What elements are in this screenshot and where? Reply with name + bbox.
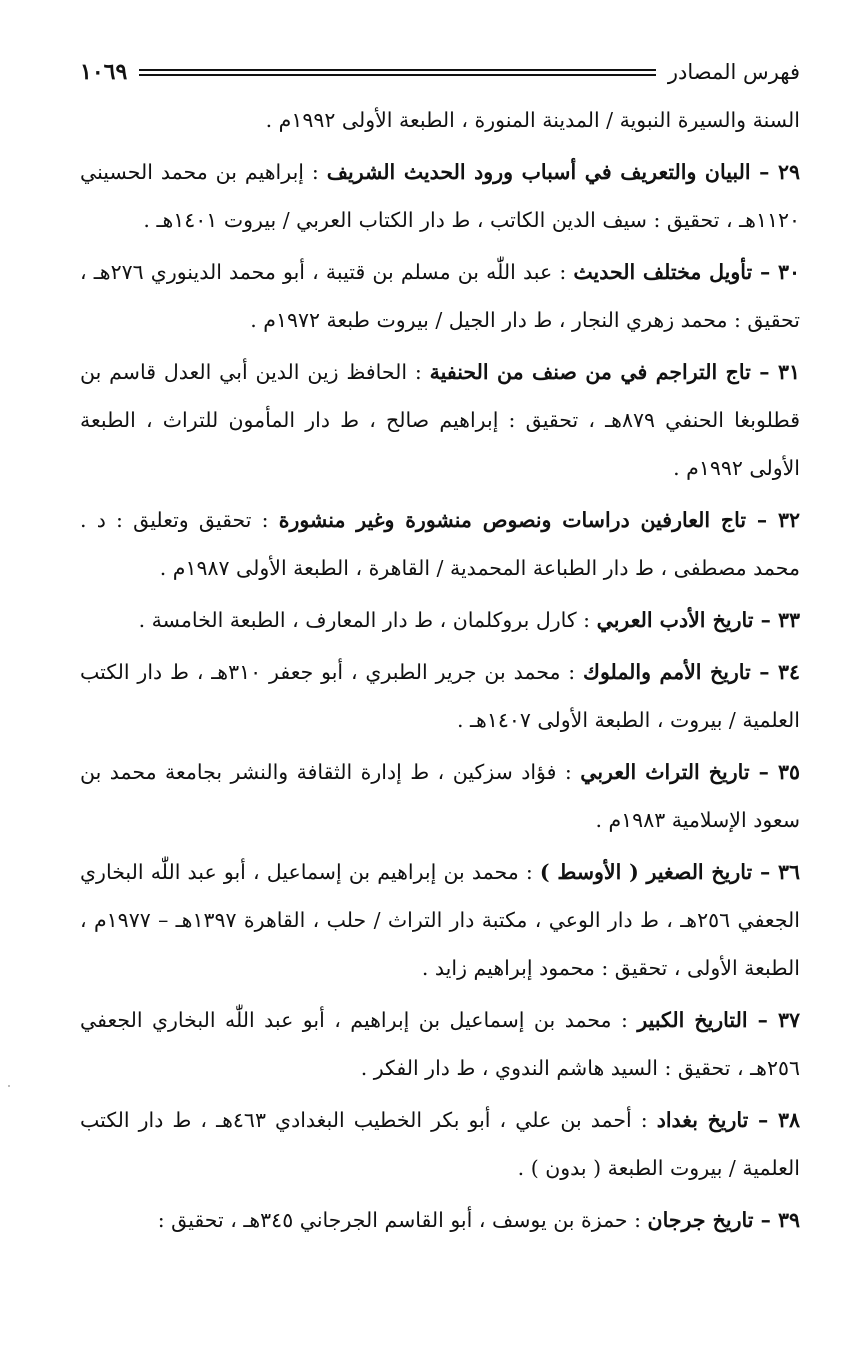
entry-number: ٣٢ – xyxy=(746,508,800,532)
entry-number: ٣١ – xyxy=(750,360,800,384)
entry-body: : تحقيق وتعليق : د . محمد مصطفى ، ط دار الطباعة المحمدية / القاهرة ، الطبعة الأولى ١٩٨٧م . xyxy=(80,508,800,580)
entry-title: التاريخ الكبير xyxy=(637,1008,748,1032)
header-title: فهرس المصادر xyxy=(667,60,800,84)
entry-number: ٣٧ – xyxy=(747,1008,800,1032)
entry-number: ٣٣ – xyxy=(753,608,800,632)
entry-number: ٣٨ – xyxy=(748,1108,800,1132)
entry-body: : إبراهيم بن محمد الحسيني ١١٢٠هـ ، تحقيق : سيف الدين الكاتب ، ط دار الكتاب العربي / بيروت ١٤٠١هـ . xyxy=(80,160,800,232)
reference-entry xyxy=(80,348,800,492)
page-number: ١٠٦٩ xyxy=(80,59,128,85)
entry-body: : كارل بروكلمان ، ط دار المعارف ، الطبعة الخامسة . xyxy=(138,608,597,632)
entry-title: تاريخ الصغير ( الأوسط ) xyxy=(539,860,753,884)
reference-entry xyxy=(80,996,800,1092)
entry-body: : محمد بن إسماعيل بن إبراهيم ، أبو عبد اللّٰه البخاري الجعفي ٢٥٦هـ ، تحقيق : السيد هاشم الندوي ، ط دار الفكر . xyxy=(80,1008,800,1080)
reference-entry xyxy=(80,148,800,244)
entry-number: ٣٩ – xyxy=(753,1208,800,1232)
entry-number: ٣٠ – xyxy=(752,260,800,284)
reference-entry xyxy=(80,748,800,844)
entry-body: : الحافظ زين الدين أبي العدل قاسم بن قطلوبغا الحنفي ٨٧٩هـ ، تحقيق : إبراهيم صالح ، ط دار المأمون للتراث ، الطبعة الأولى ١٩٩٢م . xyxy=(80,360,800,480)
page-header xyxy=(80,52,800,92)
entry-title: تاج التراجم في من صنف من الحنفية xyxy=(429,360,751,384)
entry-title: تاريخ جرجان xyxy=(647,1208,754,1232)
references-list xyxy=(80,96,800,1244)
entry-body: : عبد اللّٰه بن مسلم بن قتيبة ، أبو محمد الدينوري ٢٧٦هـ ، تحقيق : محمد زهري النجار ، ط دار الجيل / بيروت طبعة ١٩٧٢م . xyxy=(80,260,800,332)
entry-number: ٢٩ – xyxy=(750,160,800,184)
entry-title: تأويل مختلف الحديث xyxy=(573,260,753,284)
entry-body: السنة والسيرة النبوية / المدينة المنورة ، الطبعة الأولى ١٩٩٢م . xyxy=(265,108,800,132)
entry-body: : أحمد بن علي ، أبو بكر الخطيب البغدادي ٤٦٣هـ ، ط دار الكتب العلمية / بيروت الطبعة ( بدون ) . xyxy=(80,1108,800,1180)
reference-entry xyxy=(80,848,800,992)
entry-body: : فؤاد سزكين ، ط إدارة الثقافة والنشر بجامعة محمد بن سعود الإسلامية ١٩٨٣م . xyxy=(80,760,800,832)
reference-entry xyxy=(80,596,800,644)
entry-number: ٣٤ – xyxy=(750,660,800,684)
entry-title: تاريخ الأدب العربي xyxy=(596,608,754,632)
reference-entry xyxy=(80,496,800,592)
entry-title: البيان والتعريف في أسباب ورود الحديث الشريف xyxy=(326,160,751,184)
reference-entry xyxy=(80,248,800,344)
reference-entry xyxy=(80,1196,800,1244)
reference-entry xyxy=(80,96,800,144)
entry-number: ٣٦ – xyxy=(752,860,800,884)
entry-body: : حمزة بن يوسف ، أبو القاسم الجرجاني ٣٤٥هـ ، تحقيق : xyxy=(157,1208,648,1232)
entry-number: ٣٥ – xyxy=(749,760,800,784)
entry-title: تاريخ الأمم والملوك xyxy=(583,660,751,684)
entry-body: : محمد بن إبراهيم بن إسماعيل ، أبو عبد اللّٰه البخاري الجعفي ٢٥٦هـ ، ط دار الوعي ، مكتبة دار التراث / حلب ، القاهرة ١٣٩٧هـ – ١٩٧٧م ، الطبعة الأولى ، تحقيق : محمود إبراهيم زايد . xyxy=(80,860,800,980)
entry-body: : محمد بن جرير الطبري ، أبو جعفر ٣١٠هـ ، ط دار الكتب العلمية / بيروت ، الطبعة الأولى ١٤٠٧هـ . xyxy=(80,660,800,732)
document-page xyxy=(80,52,800,1292)
reference-entry xyxy=(80,648,800,744)
scan-speck xyxy=(8,1085,10,1087)
reference-entry xyxy=(80,1096,800,1192)
entry-title: تاريخ التراث العربي xyxy=(580,760,750,784)
entry-title: تاج العارفين دراسات ونصوص منشورة وغير منشورة xyxy=(278,508,747,532)
entry-title: تاريخ بغداد xyxy=(656,1108,749,1132)
header-double-rule xyxy=(139,69,656,76)
